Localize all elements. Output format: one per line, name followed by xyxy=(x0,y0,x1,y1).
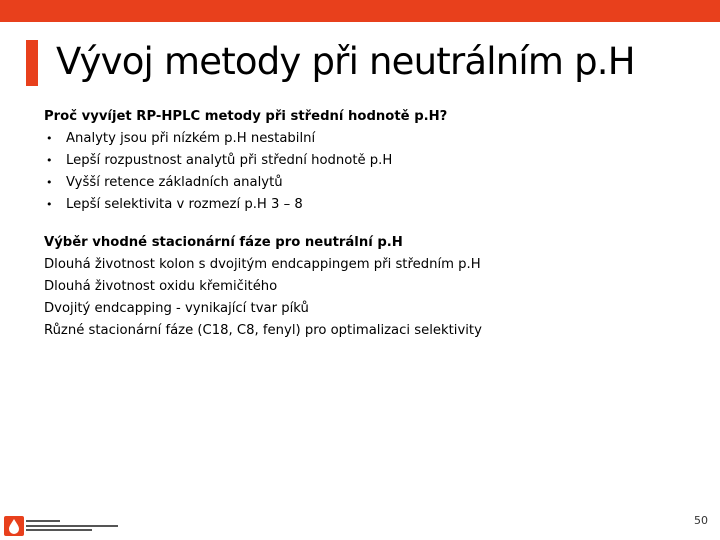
bullet-glyph: • xyxy=(46,176,53,189)
text-line: Dlouhá životnost kolon s dvojitým endcappingem při středním p.H xyxy=(44,257,481,272)
list-item xyxy=(44,194,684,216)
text-line: Dlouhá životnost oxidu křemičitého xyxy=(44,279,278,294)
bullet-glyph: • xyxy=(46,154,53,167)
text-line: Dvojitý endcapping - vynikající tvar píků xyxy=(44,301,309,316)
institution-logo xyxy=(4,516,144,538)
bullet-glyph: • xyxy=(46,132,53,145)
slide-title: Vývoj metody při neutrálním p.H xyxy=(56,40,635,83)
bullet-glyph: • xyxy=(46,198,53,211)
bullet-text: Lepší selektivita v rozmezí p.H 3 – 8 xyxy=(66,197,303,212)
page-number: 50 xyxy=(694,514,708,527)
bullet-text: Vyšší retence základních analytů xyxy=(66,175,283,190)
bullet-text: Lepší rozpustnost analytů při střední hodnotě p.H xyxy=(66,153,393,168)
top-accent-bar xyxy=(0,0,720,22)
section-heading: Výběr vhodné stacionární fáze pro neutrální p.H xyxy=(44,235,403,250)
text-line: Různé stacionární fáze (C18, C8, fenyl) pro optimalizaci selektivity xyxy=(44,323,482,338)
section-why-neutral-ph xyxy=(44,106,684,216)
section-stationary-phase xyxy=(44,232,684,342)
list-item xyxy=(44,172,684,194)
bullet-text: Analyty jsou při nízkém p.H nestabilní xyxy=(66,131,316,146)
section-heading: Proč vyvíjet RP-HPLC metody při střední hodnotě p.H? xyxy=(44,109,448,124)
list-item xyxy=(44,128,684,150)
title-accent-bar xyxy=(26,40,38,86)
logo-wordmark xyxy=(26,520,146,534)
list-item xyxy=(44,150,684,172)
droplet-logo-icon xyxy=(4,516,24,536)
bullet-list xyxy=(44,128,684,216)
